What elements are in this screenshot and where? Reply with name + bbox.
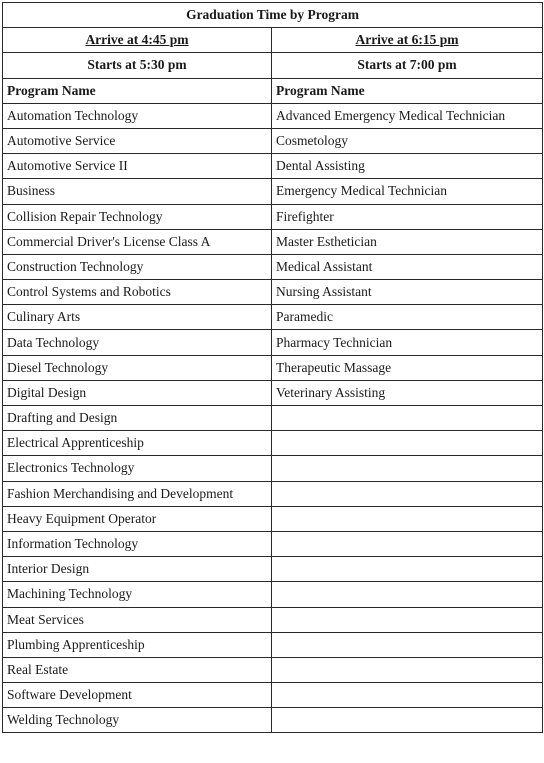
program-name-cell: Medical Assistant: [272, 254, 543, 279]
program-name-cell: [272, 582, 543, 607]
program-name-cell: Electronics Technology: [3, 456, 272, 481]
program-name-cell: [272, 431, 543, 456]
program-name-cell: Electrical Apprenticeship: [3, 431, 272, 456]
program-name-cell: [272, 657, 543, 682]
program-name-cell: Advanced Emergency Medical Technician: [272, 103, 543, 128]
program-name-cell: [272, 708, 543, 733]
arrive-time-row: [3, 28, 543, 53]
program-name-cell: [272, 683, 543, 708]
table-row: [3, 280, 543, 305]
table-row: [3, 607, 543, 632]
table-row: [3, 456, 543, 481]
table-row: [3, 683, 543, 708]
program-name-cell: Interior Design: [3, 557, 272, 582]
program-name-cell: Commercial Driver's License Class A: [3, 229, 272, 254]
program-name-cell: Real Estate: [3, 657, 272, 682]
column-header-row: [3, 78, 543, 103]
column-header-session-1: Program Name: [3, 78, 272, 103]
program-name-cell: Construction Technology: [3, 254, 272, 279]
table-row: [3, 506, 543, 531]
program-name-cell: Plumbing Apprenticeship: [3, 632, 272, 657]
table-row: [3, 128, 543, 153]
program-name-cell: [272, 557, 543, 582]
table-row: [3, 531, 543, 556]
table-row: [3, 632, 543, 657]
program-name-cell: Pharmacy Technician: [272, 330, 543, 355]
program-name-cell: Culinary Arts: [3, 305, 272, 330]
program-name-cell: Automotive Service II: [3, 154, 272, 179]
table-row: [3, 103, 543, 128]
program-name-cell: Welding Technology: [3, 708, 272, 733]
column-header-session-2: Program Name: [272, 78, 543, 103]
program-name-cell: Nursing Assistant: [272, 280, 543, 305]
program-name-cell: [272, 406, 543, 431]
program-name-cell: [272, 456, 543, 481]
table-row: [3, 708, 543, 733]
table-row: [3, 305, 543, 330]
program-name-cell: Master Esthetician: [272, 229, 543, 254]
program-name-cell: [272, 506, 543, 531]
program-name-cell: Information Technology: [3, 531, 272, 556]
table-row: [3, 481, 543, 506]
program-name-cell: Automotive Service: [3, 128, 272, 153]
table-row: [3, 657, 543, 682]
program-name-cell: Machining Technology: [3, 582, 272, 607]
program-name-cell: [272, 481, 543, 506]
program-name-cell: [272, 607, 543, 632]
program-name-cell: Fashion Merchandising and Development: [3, 481, 272, 506]
program-name-cell: Software Development: [3, 683, 272, 708]
program-name-cell: Therapeutic Massage: [272, 355, 543, 380]
table-row: [3, 254, 543, 279]
arrive-time-session-1: Arrive at 4:45 pm: [3, 28, 272, 53]
program-name-cell: Drafting and Design: [3, 406, 272, 431]
program-name-cell: Business: [3, 179, 272, 204]
table-row: [3, 229, 543, 254]
program-name-cell: [272, 531, 543, 556]
program-name-cell: Control Systems and Robotics: [3, 280, 272, 305]
arrive-time-session-2: Arrive at 6:15 pm: [272, 28, 543, 53]
table-row: [3, 330, 543, 355]
program-name-cell: Cosmetology: [272, 128, 543, 153]
program-name-cell: Diesel Technology: [3, 355, 272, 380]
start-time-session-1: Starts at 5:30 pm: [3, 53, 272, 78]
program-name-cell: Data Technology: [3, 330, 272, 355]
program-name-cell: Emergency Medical Technician: [272, 179, 543, 204]
table-title-row: [3, 3, 543, 28]
program-name-cell: Veterinary Assisting: [272, 380, 543, 405]
program-list: [3, 103, 543, 733]
start-time-row: [3, 53, 543, 78]
program-name-cell: Dental Assisting: [272, 154, 543, 179]
program-name-cell: Automation Technology: [3, 103, 272, 128]
table-row: [3, 406, 543, 431]
table-row: [3, 355, 543, 380]
table-row: [3, 179, 543, 204]
table-row: [3, 380, 543, 405]
program-name-cell: Collision Repair Technology: [3, 204, 272, 229]
program-name-cell: Digital Design: [3, 380, 272, 405]
program-name-cell: [272, 632, 543, 657]
table-title: Graduation Time by Program: [3, 3, 543, 28]
graduation-time-table: [2, 2, 543, 733]
start-time-session-2: Starts at 7:00 pm: [272, 53, 543, 78]
table-row: [3, 204, 543, 229]
program-name-cell: Firefighter: [272, 204, 543, 229]
table-row: [3, 431, 543, 456]
table-row: [3, 557, 543, 582]
table-row: [3, 154, 543, 179]
program-name-cell: Heavy Equipment Operator: [3, 506, 272, 531]
program-name-cell: Paramedic: [272, 305, 543, 330]
program-name-cell: Meat Services: [3, 607, 272, 632]
table-row: [3, 582, 543, 607]
